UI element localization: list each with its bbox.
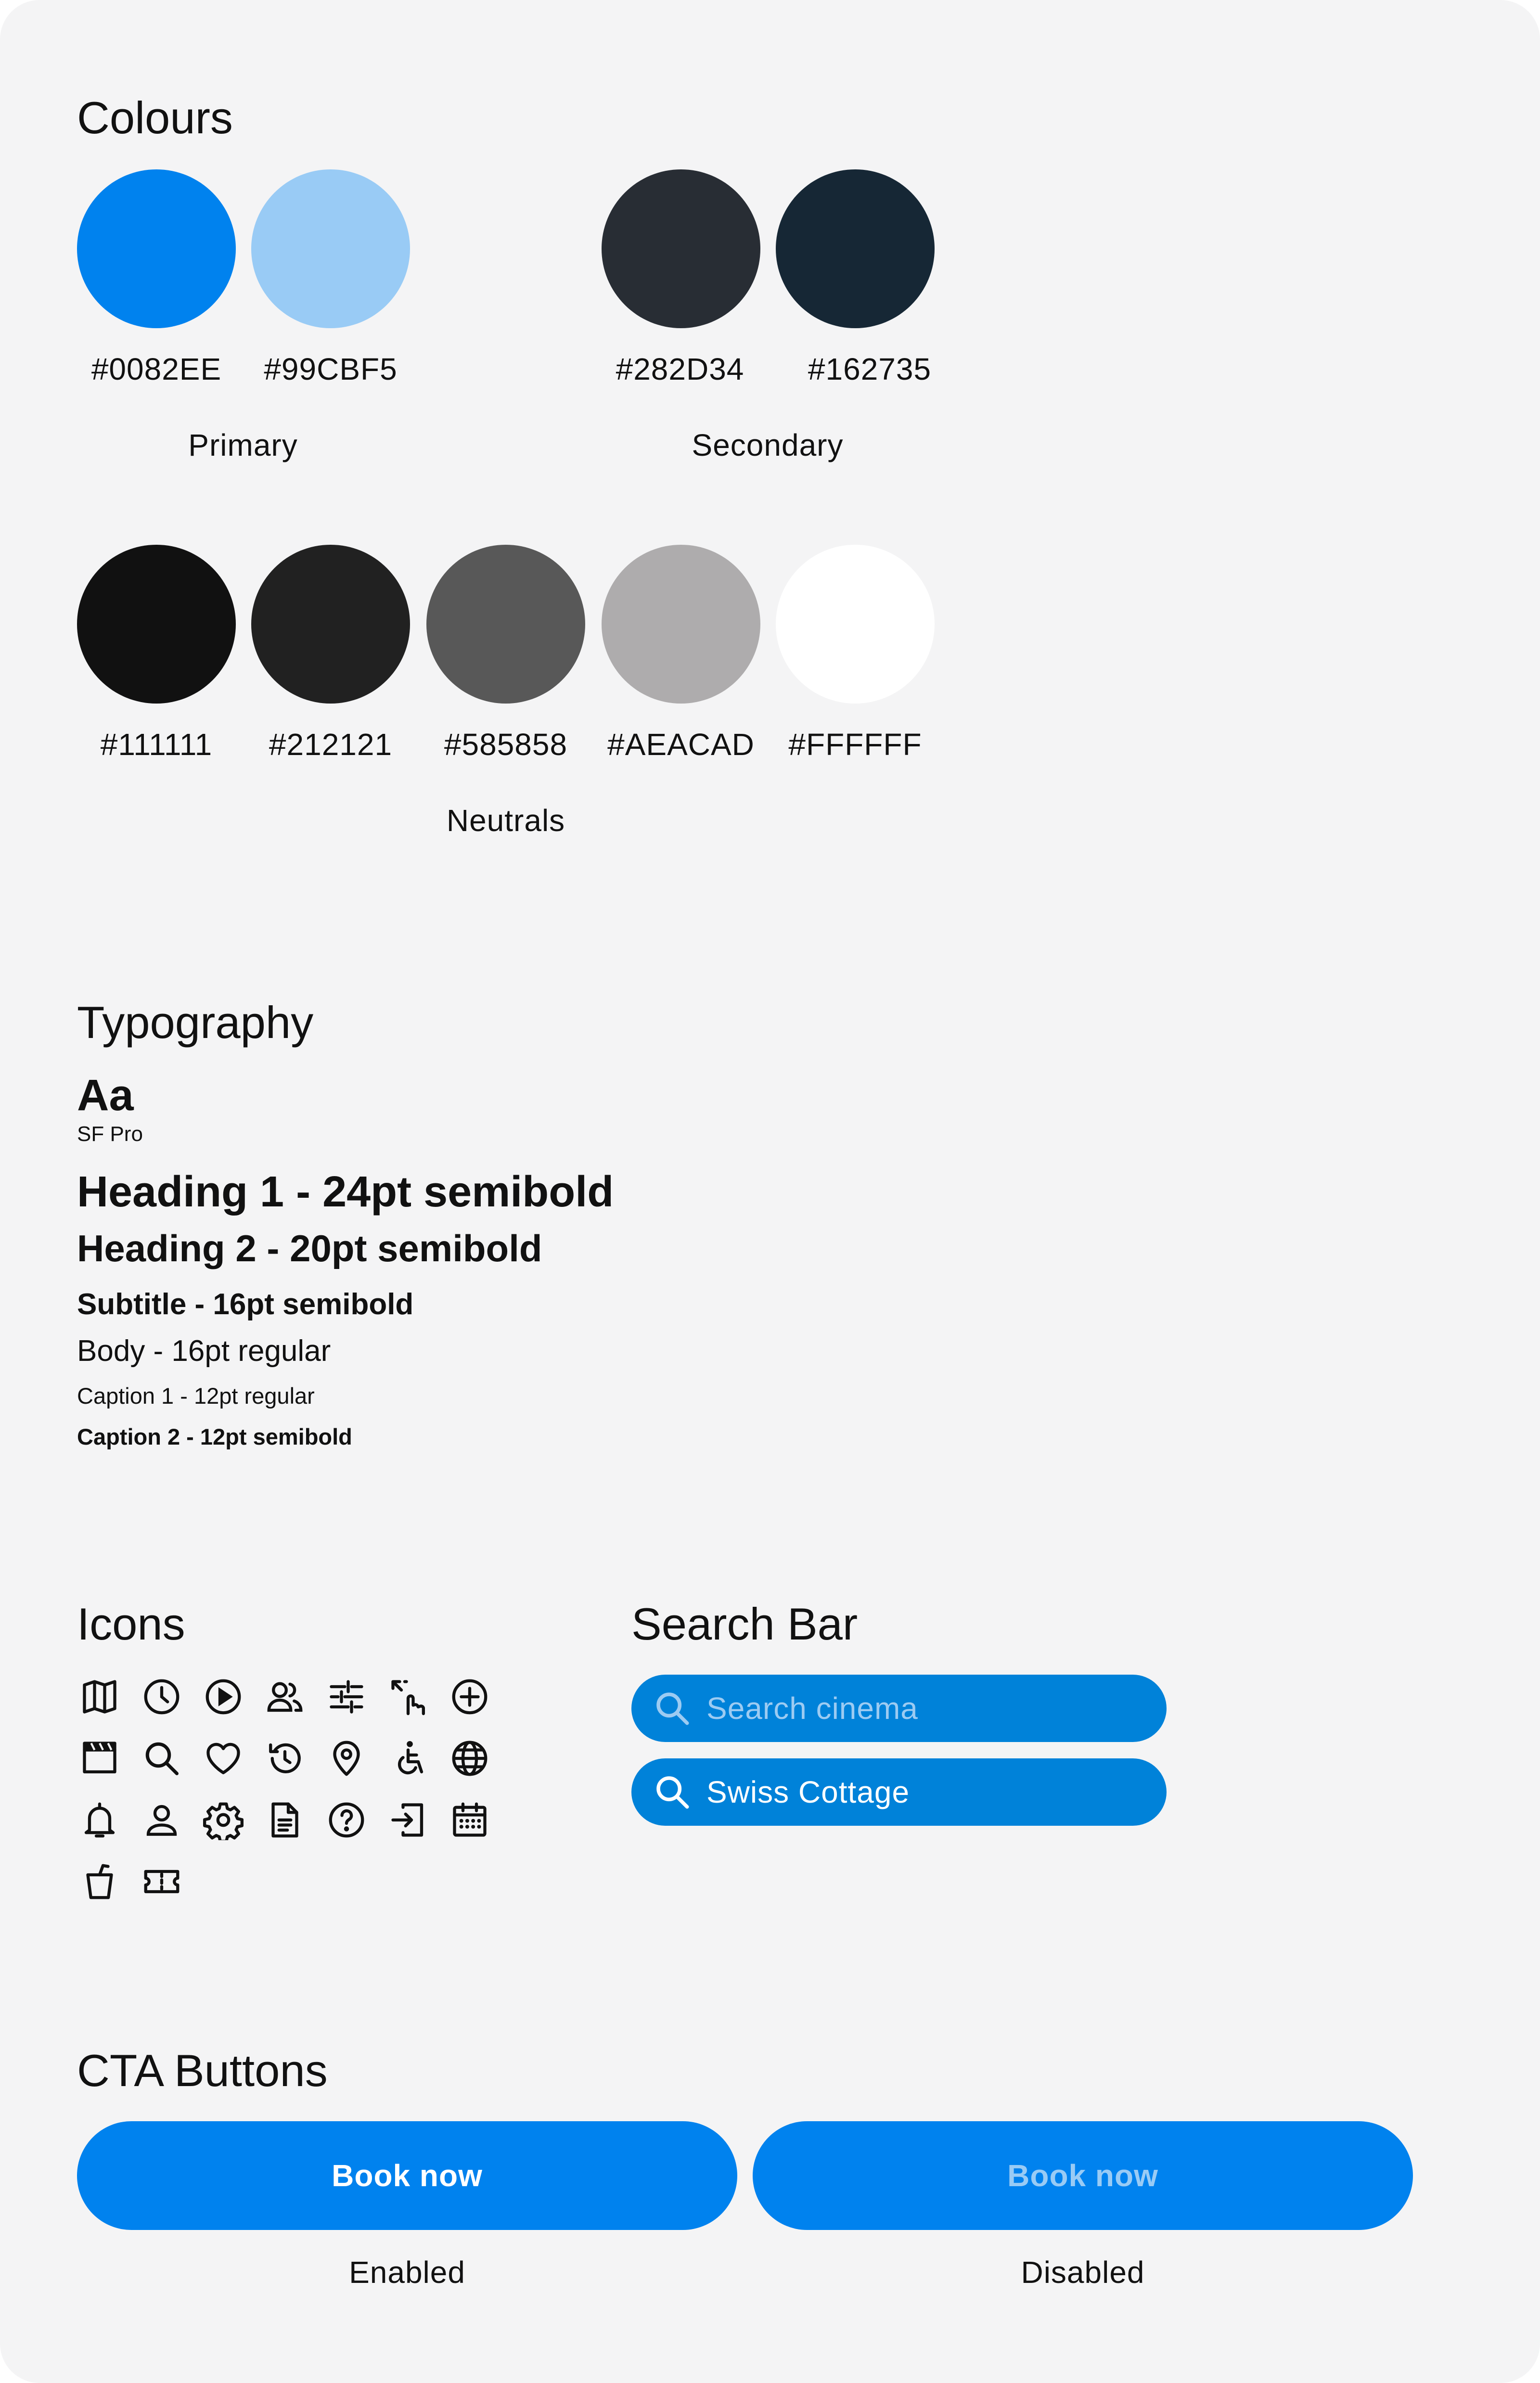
search-icon: [653, 1772, 692, 1812]
body-sample: Body - 16pt regular: [77, 1334, 331, 1368]
login-icon: [388, 1800, 428, 1840]
ticket-icon: [141, 1861, 182, 1902]
hex-primary-2: #99CBF5: [264, 352, 398, 386]
clapperboard-icon: [79, 1738, 120, 1779]
primary-group-label: Primary: [188, 428, 298, 462]
document-icon: [265, 1800, 305, 1840]
heart-icon: [203, 1738, 244, 1779]
colours-section-title: Colours: [77, 92, 233, 143]
typeface-sample: Aa: [77, 1071, 134, 1120]
touch-expand-icon: [388, 1677, 428, 1717]
subtitle-sample: Subtitle - 16pt semibold: [77, 1288, 414, 1321]
users-icon: [265, 1677, 305, 1717]
secondary-group-label: Secondary: [692, 428, 844, 462]
disabled-state-label: Disabled: [1021, 2255, 1145, 2290]
book-now-button-enabled[interactable]: Book now: [77, 2121, 737, 2230]
hex-neutral-1: #111111: [100, 727, 213, 762]
icons-section-title: Icons: [77, 1599, 185, 1649]
cta-section-title: CTA Buttons: [77, 2045, 328, 2096]
swatch-primary-1: [77, 169, 236, 328]
swatch-primary-2: [251, 169, 410, 328]
play-circle-icon: [203, 1677, 244, 1717]
history-icon: [265, 1738, 305, 1779]
sliders-icon: [326, 1677, 367, 1717]
hex-secondary-2: #162735: [808, 352, 932, 386]
map-icon: [79, 1677, 120, 1717]
heading1-sample: Heading 1 - 24pt semibold: [77, 1168, 614, 1216]
typography-section-title: Typography: [77, 997, 314, 1048]
hex-neutral-2: #212121: [269, 727, 393, 762]
enabled-state-label: Enabled: [349, 2255, 465, 2290]
hex-primary-1: #0082EE: [91, 352, 222, 386]
typeface-name: SF Pro: [77, 1122, 143, 1146]
drink-cup-icon: [79, 1861, 120, 1902]
caption1-sample: Caption 1 - 12pt regular: [77, 1383, 315, 1409]
swatch-neutral-5: [776, 545, 935, 704]
plus-circle-icon: [449, 1677, 490, 1717]
swatch-neutral-4: [602, 545, 760, 704]
clock-icon: [141, 1677, 182, 1717]
bell-icon: [79, 1800, 120, 1840]
swatch-neutral-3: [426, 545, 585, 704]
swatch-neutral-1: [77, 545, 236, 704]
hex-neutral-5: #FFFFFF: [788, 727, 922, 762]
swatch-secondary-2: [776, 169, 935, 328]
search-bar-section-title: Search Bar: [631, 1599, 858, 1649]
hex-neutral-3: #585858: [444, 727, 568, 762]
location-pin-icon: [326, 1738, 367, 1779]
swatch-secondary-1: [602, 169, 760, 328]
gear-icon: [203, 1800, 244, 1840]
caption2-sample: Caption 2 - 12pt semibold: [77, 1424, 352, 1449]
search-bar-filled[interactable]: [631, 1758, 1167, 1826]
hex-neutral-4: #AEACAD: [607, 727, 755, 762]
book-now-button-disabled[interactable]: Book now: [753, 2121, 1413, 2230]
accessibility-icon: [388, 1738, 428, 1779]
search-bar-empty[interactable]: [631, 1675, 1167, 1742]
hex-secondary-1: #282D34: [616, 352, 744, 386]
calendar-icon: [449, 1800, 490, 1840]
search-input-empty[interactable]: [706, 1691, 1140, 1726]
search-input-filled[interactable]: [706, 1774, 1140, 1810]
search-icon: [653, 1689, 692, 1728]
swatch-neutral-2: [251, 545, 410, 704]
help-circle-icon: [326, 1800, 367, 1840]
globe-icon: [449, 1738, 490, 1779]
search-icon: [141, 1738, 182, 1779]
neutrals-group-label: Neutrals: [446, 803, 565, 838]
user-icon: [141, 1800, 182, 1840]
heading2-sample: Heading 2 - 20pt semibold: [77, 1227, 542, 1269]
